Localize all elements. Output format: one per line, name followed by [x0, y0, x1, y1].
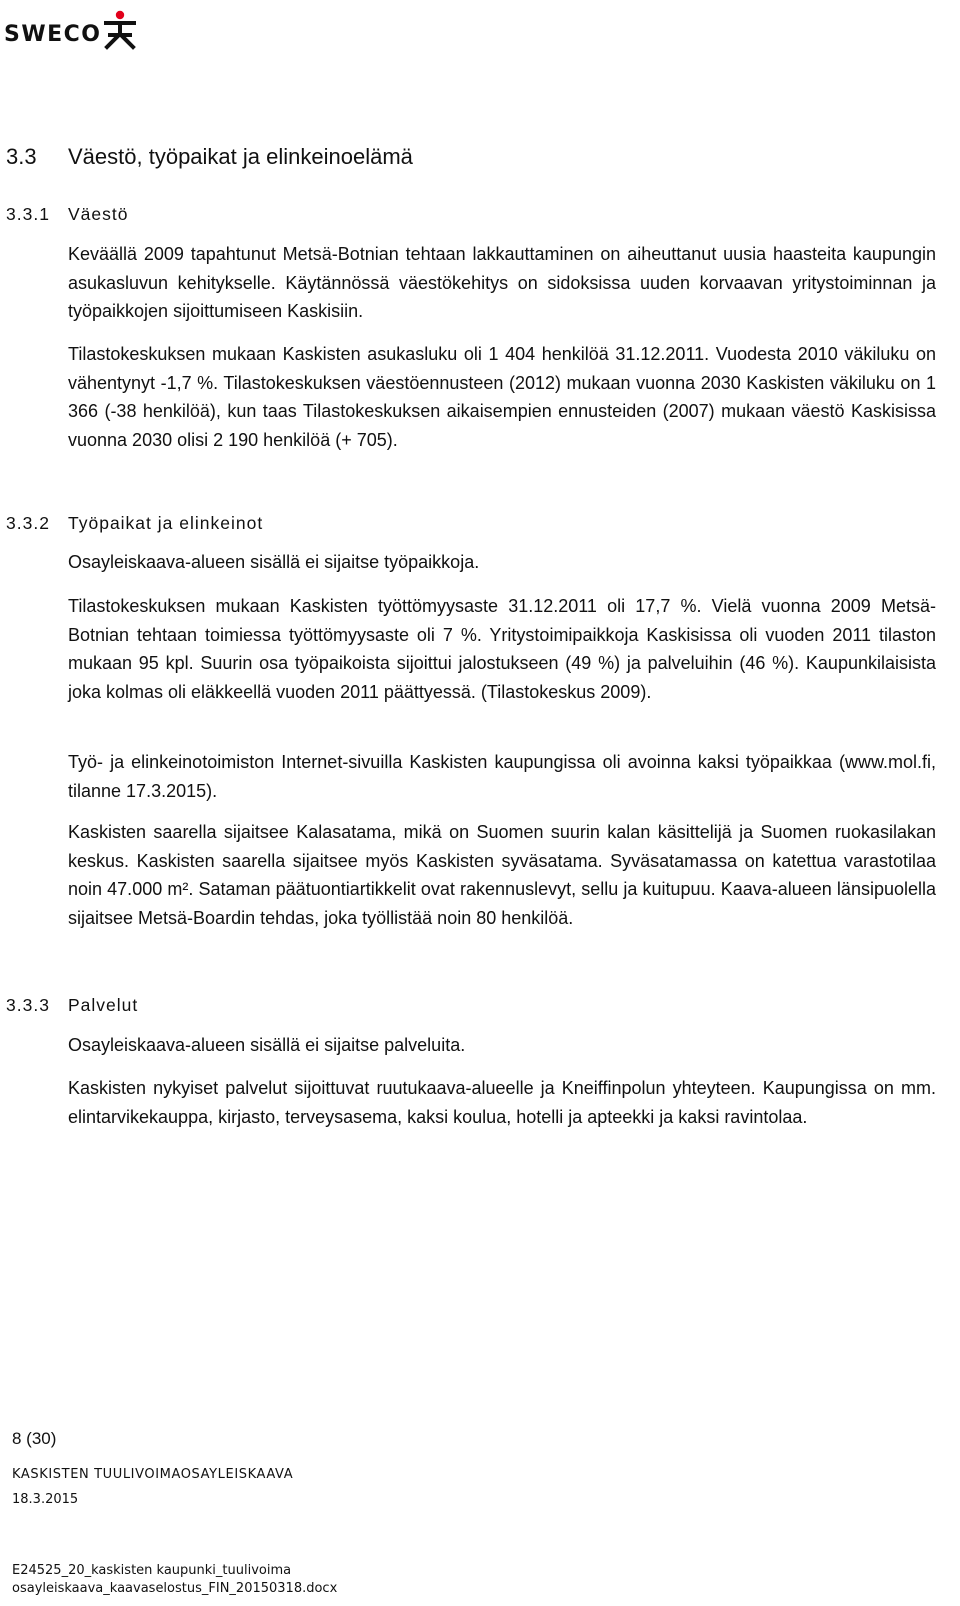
paragraph: Osayleiskaava-alueen sisällä ei sijaitse työpaikkoja.	[68, 552, 480, 572]
subsection-number: 3.3.3	[6, 995, 50, 1015]
sweco-figure-icon	[103, 10, 137, 50]
document-date: 18.3.2015	[12, 1492, 79, 1507]
page-number: 8 (30)	[12, 1429, 57, 1448]
subsection-heading-vaesto	[6, 202, 128, 226]
subsection-title: Väestö	[68, 204, 129, 224]
file-name-line-1: E24525_20_kaskisten kaupunki_tuulivoima	[12, 1563, 292, 1578]
section-number: 3.3	[6, 144, 37, 169]
subsection-title: Työpaikat ja elinkeinot	[68, 513, 264, 533]
paragraph: Kaskisten saarella sijaitsee Kalasatama, mikä on Suomen suurin kalan käsittelijä ja Suomen ruokasilakan keskus. Kaskisten saarella sijaitsee myös Kaskisten syväsatama. Syväsatamassa on katettua varastotilaa noin 47.000 m². Sataman päätuontiartikkelit ovat rakennuslevyt, sellu ja kuitupuu. Kaava-alueen länsipuolella sijaitsee Metsä-Boardin tehdas, joka työllistää noin 80 henkilöä.	[68, 822, 936, 928]
logo-text: SWECO	[4, 22, 102, 47]
section-title: Väestö, työpaikat ja elinkeinoelämä	[68, 144, 413, 169]
file-name-line-2: osayleiskaava_kaavaselostus_FIN_20150318.docx	[12, 1581, 338, 1596]
paragraph: Työ- ja elinkeinotoimiston Internet-sivuilla Kaskisten kaupungissa oli avoinna kaksi työpaikkaa (www.mol.fi, tilanne 17.3.2015).	[68, 752, 936, 801]
subsection-title: Palvelut	[68, 995, 139, 1015]
section-heading	[6, 142, 413, 172]
subsection-heading-tyopaikat	[6, 511, 263, 535]
subsection-heading-palvelut	[6, 993, 138, 1017]
paragraph: Kaskisten nykyiset palvelut sijoittuvat ruutukaava-alueelle ja Kneiffinpolun yhteyteen. Kaupungissa on mm. elintarvikekauppa, kirjasto, terveysasema, kaksi koulua, hotelli ja apteekki ja kaksi ravintolaa.	[68, 1078, 936, 1127]
subsection-number: 3.3.2	[6, 513, 50, 533]
subsection-number: 3.3.1	[6, 204, 50, 224]
paragraph: Tilastokeskuksen mukaan Kaskisten työttömyysaste 31.12.2011 oli 17,7 %. Vielä vuonna 2009 Metsä-Botnian tehtaan toimiessa työttömyysaste oli 7 %. Yritystoimipaikkoja Kaskisissa oli vuoden 2011 tilaston mukaan 95 kpl. Suurin osa työpaikoista sijoittui jalostukseen (49 %) ja palveluihin (46 %). Kaupunkilaisista joka kolmas oli eläkkeellä vuoden 2011 päättyessä. (Tilastokeskus 2009).	[68, 596, 936, 702]
document-title: KASKISTEN TUULIVOIMAOSAYLEISKAAVA	[12, 1467, 294, 1482]
paragraph: Keväällä 2009 tapahtunut Metsä-Botnian tehtaan lakkauttaminen on aiheuttanut uusia haasteita kaupungin asukasluvun kehitykselle. Käytännössä väestökehitys on sidoksissa uuden korvaavan yritystoiminnan ja työpaikkojen sijoittumiseen Kaskisiin.	[68, 244, 936, 322]
paragraph: Tilastokeskuksen mukaan Kaskisten asukasluku oli 1 404 henkilöä 31.12.2011. Vuodesta 2010 väkiluku on vähentynyt -1,7 %. Tilastokeskuksen väestöennusteen (2012) mukaan vuonna 2030 Kaskisten väkiluku on 1 366 (-38 henkilöä), kun taas Tilastokeskuksen aikaisempien ennusteiden (2007) mukaan väestö Kaskisissa vuonna 2030 olisi 2 190 henkilöä (+ 705).	[68, 344, 936, 450]
sweco-logo	[4, 10, 137, 50]
paragraph: Osayleiskaava-alueen sisällä ei sijaitse palveluita.	[68, 1035, 466, 1055]
